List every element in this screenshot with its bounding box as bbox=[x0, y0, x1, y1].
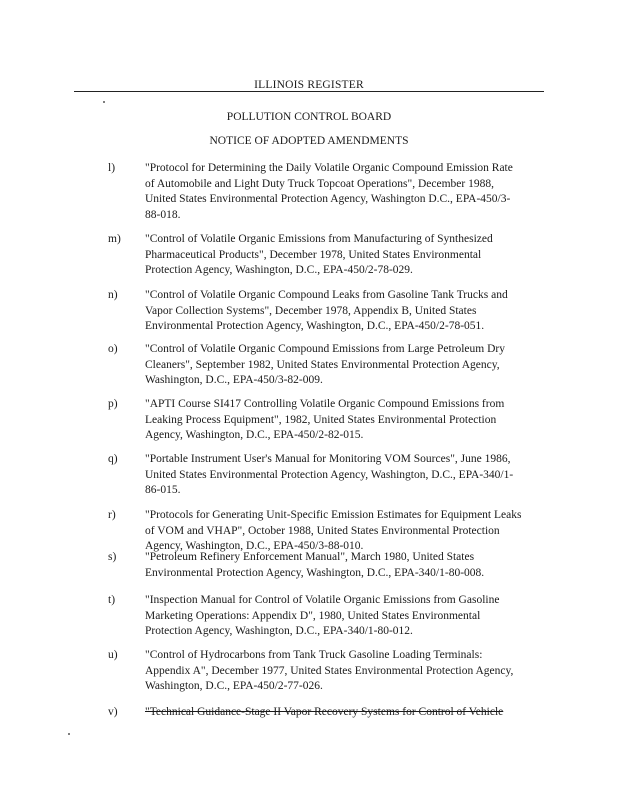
item-line: Cleaners", September 1982, United States Environmental Protection Agency, bbox=[145, 358, 500, 371]
item-label: s) bbox=[108, 551, 117, 563]
item-line: Environmental Protection Agency, Washington, D.C., EPA-450/2-78-051. bbox=[145, 320, 485, 332]
item-label: v) bbox=[108, 706, 118, 718]
item-line: Agency, Washington, D.C., EPA-450/3-88-010. bbox=[145, 540, 364, 552]
item-label: q) bbox=[108, 453, 118, 465]
item-text bbox=[145, 508, 545, 555]
item-line-struck: "Technical Guidance-Stage II Vapor Recovery Systems for Control of Vehicle bbox=[145, 706, 504, 718]
item-line: 88-018. bbox=[145, 208, 181, 221]
item-label: n) bbox=[108, 289, 118, 301]
item-text bbox=[145, 452, 545, 499]
item-line: "Protocols for Generating Unit-Specific Emission Estimates for Equipment Leaks bbox=[145, 509, 522, 521]
item-line: "Control of Volatile Organic Compound Leaks from Gasoline Tank Trucks and bbox=[145, 289, 508, 301]
item-label: l) bbox=[108, 162, 116, 174]
item-text bbox=[145, 648, 545, 695]
item-line: United States Environmental Protection Agency, Washington, D.C., EPA-340/1- bbox=[145, 468, 514, 481]
item-label: u) bbox=[108, 649, 118, 661]
item-label: t) bbox=[108, 594, 116, 606]
item-text bbox=[145, 397, 545, 444]
item-line: "Control of Hydrocarbons from Tank Truck Gasoline Loading Terminals: bbox=[145, 649, 483, 661]
item-label: r) bbox=[108, 509, 116, 521]
item-line: Protection Agency, Washington, D.C., EPA-340/1-80-012. bbox=[145, 625, 413, 637]
board-title: POLLUTION CONTROL BOARD bbox=[226, 111, 392, 123]
item-line: Leaking Process Equipment", 1982, United States Environmental Protection bbox=[145, 413, 497, 426]
item-label: m) bbox=[108, 233, 121, 245]
item-text bbox=[145, 342, 545, 389]
item-line: United States Environmental Protection Agency, Washington D.C., EPA-450/3- bbox=[145, 193, 511, 205]
item-line: "Inspection Manual for Control of Volatile Organic Emissions from Gasoline bbox=[145, 594, 500, 606]
item-text bbox=[145, 705, 545, 721]
item-line: "Protocol for Determining the Daily Volatile Organic Compound Emission Rate bbox=[145, 162, 513, 174]
register-title: ILLINOIS REGISTER bbox=[254, 79, 364, 91]
item-line: Agency, Washington, D.C., EPA-450/2-82-015. bbox=[145, 429, 364, 441]
item-text bbox=[145, 550, 545, 581]
item-line: Appendix A", December 1977, United States Environmental Protection Agency, bbox=[145, 664, 514, 677]
item-line: "APTI Course SI417 Controlling Volatile Organic Compound Emissions from bbox=[145, 398, 505, 410]
item-line: Environmental Protection Agency, Washington, D.C., EPA-340/1-80-008. bbox=[145, 566, 485, 579]
item-label: o) bbox=[108, 343, 118, 355]
item-line: Protection Agency, Washington, D.C., EPA-450/2-78-029. bbox=[145, 264, 413, 276]
item-line: Washington, D.C., EPA-450/2-77-026. bbox=[145, 680, 323, 692]
item-line: of Automobile and Light Duty Truck Topcoat Operations", December 1988, bbox=[145, 177, 494, 190]
item-text bbox=[145, 161, 545, 223]
item-line: Vapor Collection Systems", December 1978, Appendix B, United States bbox=[145, 304, 477, 317]
item-line: of VOM and VHAP", October 1988, United States Environmental Protection bbox=[145, 524, 500, 537]
item-text bbox=[145, 593, 545, 640]
item-label: p) bbox=[108, 398, 118, 410]
scan-speck bbox=[68, 733, 70, 735]
item-text bbox=[145, 288, 545, 335]
notice-title: NOTICE OF ADOPTED AMENDMENTS bbox=[209, 135, 409, 147]
item-line: "Control of Volatile Organic Compound Emissions from Large Petroleum Dry bbox=[145, 343, 505, 355]
item-line: Pharmaceutical Products", December 1978, United States Environmental bbox=[145, 248, 482, 261]
scan-speck bbox=[103, 101, 105, 103]
item-text bbox=[145, 232, 545, 279]
item-line: Marketing Operations: Appendix D", 1980, United States Environmental bbox=[145, 609, 481, 622]
item-line: "Portable Instrument User's Manual for Monitoring VOM Sources", June 1986, bbox=[145, 453, 511, 465]
item-line: 86-015. bbox=[145, 484, 181, 496]
item-line: "Control of Volatile Organic Emissions from Manufacturing of Synthesized bbox=[145, 233, 493, 245]
item-line: "Petroleum Refinery Enforcement Manual", March 1980, United States bbox=[145, 551, 475, 563]
item-line: Washington, D.C., EPA-450/3-82-009. bbox=[145, 374, 323, 386]
